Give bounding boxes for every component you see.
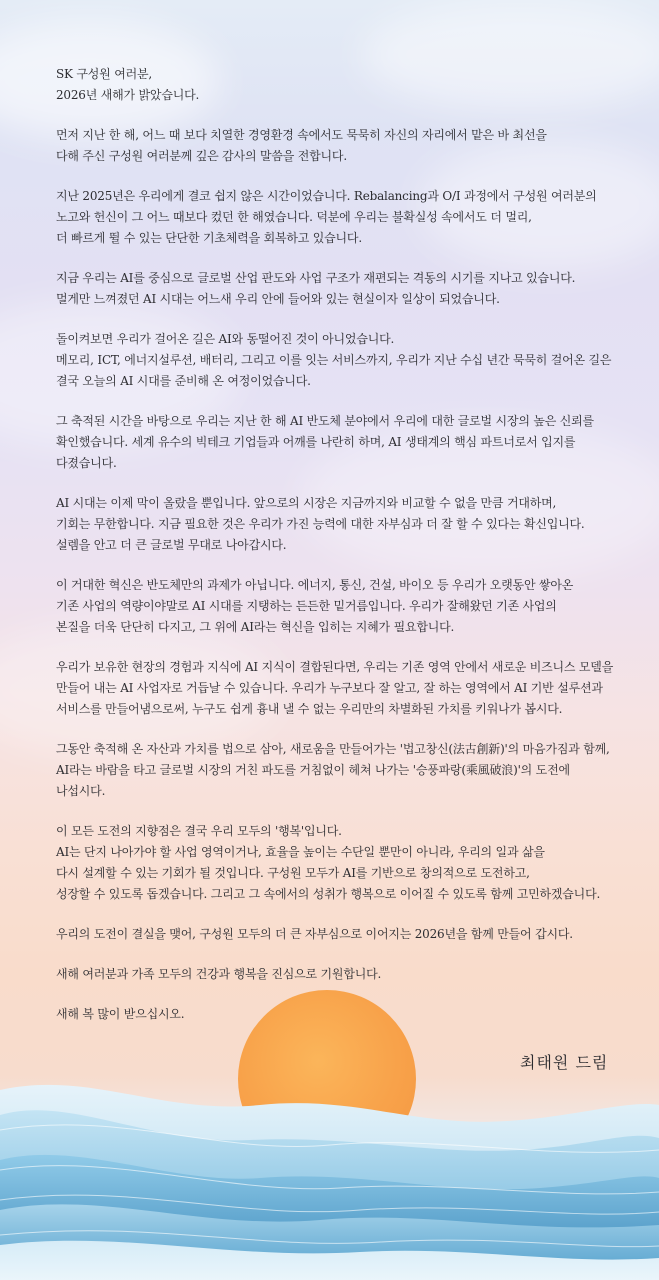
letter-paragraph [56,575,636,638]
signature: 최태원 드림 [520,1053,609,1072]
letter-paragraph [56,1004,636,1025]
letter-paragraph [56,186,636,249]
letter-paragraph [56,125,636,167]
letter-line: 결국 오늘의 AI 시대를 준비해 온 여정이었습니다. [56,374,311,388]
letter-line: 본질을 더욱 단단히 다지고, 그 위에 AI라는 혁신을 입히는 지혜가 필요합니다. [56,620,455,634]
letter-line: 그동안 축적해 온 자산과 가치를 법으로 삼아, 새로움을 만들어가는 '법고창신(法古創新)'의 마음가짐과 함께, [56,742,610,756]
letter-line: 다시 설계할 수 있는 기회가 될 것입니다. 구성원 모두가 AI를 기반으로 창의적으로 도전하고, [56,866,530,880]
letter-paragraph [56,329,636,392]
letter-line: 새해 복 많이 받으십시오. [56,1007,185,1021]
letter-paragraph [56,411,636,474]
letter-line: 다졌습니다. [56,456,117,470]
letter-line: AI는 단지 나아가야 할 사업 영역이거나, 효율을 높이는 수단일 뿐만이 아니라, 우리의 일과 삶을 [56,845,545,859]
letter-paragraph [56,924,636,945]
letter-line: 새해 여러분과 가족 모두의 건강과 행복을 진심으로 기원합니다. [56,967,382,981]
letter-line: 우리가 보유한 현장의 경험과 지식에 AI 지식이 결합된다면, 우리는 기존 영역 안에서 새로운 비즈니스 모델을 [56,660,614,674]
letter-line: 나섭시다. [56,784,106,798]
letter-paragraph [56,964,636,985]
letter-line: 이 거대한 혁신은 반도체만의 과제가 아닙니다. 에너지, 통신, 건설, 바이오 등 우리가 오랫동안 쌓아온 [56,578,574,592]
letter-line: 노고와 헌신이 그 어느 때보다 컸던 한 해였습니다. 덕분에 우리는 불확실성 속에서도 더 멀리, [56,210,532,224]
letter-line: 성장할 수 있도록 돕겠습니다. 그리고 그 속에서의 성취가 행복으로 이어질 수 있도록 함께 고민하겠습니다. [56,887,601,901]
letter-line: 기회는 무한합니다. 지금 필요한 것은 우리가 가진 능력에 대한 자부심과 더 잘 할 수 있다는 확신입니다. [56,517,585,531]
letter-line: 만들어 내는 AI 사업자로 거듭날 수 있습니다. 우리가 누구보다 잘 알고, 잘 하는 영역에서 AI 기반 설루션과 [56,681,603,695]
letter-paragraph [56,657,636,720]
letter-paragraph [56,739,636,802]
ocean-waves [0,1060,659,1280]
letter-line: AI라는 바람을 타고 글로벌 시장의 거친 파도를 거침없이 헤쳐 나가는 '승풍파랑(乘風破浪)'의 도전에 [56,763,570,777]
letter-line: 그 축적된 시간을 바탕으로 우리는 지난 한 해 AI 반도체 분야에서 우리에 대한 글로벌 시장의 높은 신뢰를 [56,414,594,428]
letter-line: 돌이켜보면 우리가 걸어온 길은 AI와 동떨어진 것이 아니었습니다. [56,332,395,346]
letter-line: 멀게만 느껴졌던 AI 시대는 어느새 우리 안에 들어와 있는 현실이자 일상이 되었습니다. [56,292,500,306]
letter-paragraph [56,493,636,556]
letter-line: 지난 2025년은 우리에게 결코 쉽지 않은 시간이었습니다. Rebalancing과 O/I 과정에서 구성원 여러분의 [56,189,597,203]
letter-line: 더 빠르게 뛸 수 있는 단단한 기초체력을 회복하고 있습니다. [56,231,362,245]
letter-line: 이 모든 도전의 지향점은 결국 우리 모두의 '행복'입니다. [56,824,342,838]
letter-line: 메모리, ICT, 에너지설루션, 배터리, 그리고 이를 잇는 서비스까지, 우리가 지난 수십 년간 묵묵히 걸어온 길은 [56,353,612,367]
letter-line: 설렘을 안고 더 큰 글로벌 무대로 나아갑시다. [56,538,287,552]
letter-line: SK 구성원 여러분, [56,67,152,81]
letter-line: 서비스를 만들어냄으로써, 누구도 쉽게 흉내 낼 수 없는 우리만의 차별화된 가치를 키워나가 봅시다. [56,702,563,716]
letter-line: 지금 우리는 AI를 중심으로 글로벌 산업 판도와 사업 구조가 재편되는 격동의 시기를 지나고 있습니다. [56,271,576,285]
letter-line: AI 시대는 이제 막이 올랐을 뿐입니다. 앞으로의 시장은 지금까지와 비교할 수 없을 만큼 거대하며, [56,496,557,510]
letter-line: 확인했습니다. 세계 유수의 빅테크 기업들과 어깨를 나란히 하며, AI 생태계의 핵심 파트너로서 입지를 [56,435,576,449]
letter-paragraph [56,64,636,106]
letter-line: 기존 사업의 역량이야말로 AI 시대를 지탱하는 든든한 밑거름입니다. 우리가 잘해왔던 기존 사업의 [56,599,557,613]
new-year-letter [56,64,636,1044]
letter-line: 먼저 지난 한 해, 어느 때 보다 치열한 경영환경 속에서도 묵묵히 자신의 자리에서 맡은 바 최선을 [56,128,547,142]
letter-line: 2026년 새해가 밝았습니다. [56,88,200,102]
letter-line: 우리의 도전이 결실을 맺어, 구성원 모두의 더 큰 자부심으로 이어지는 2026년을 함께 만들어 갑시다. [56,927,573,941]
letter-paragraph [56,821,636,905]
letter-paragraph [56,268,636,310]
letter-line: 다해 주신 구성원 여러분께 깊은 감사의 말씀을 전합니다. [56,149,347,163]
